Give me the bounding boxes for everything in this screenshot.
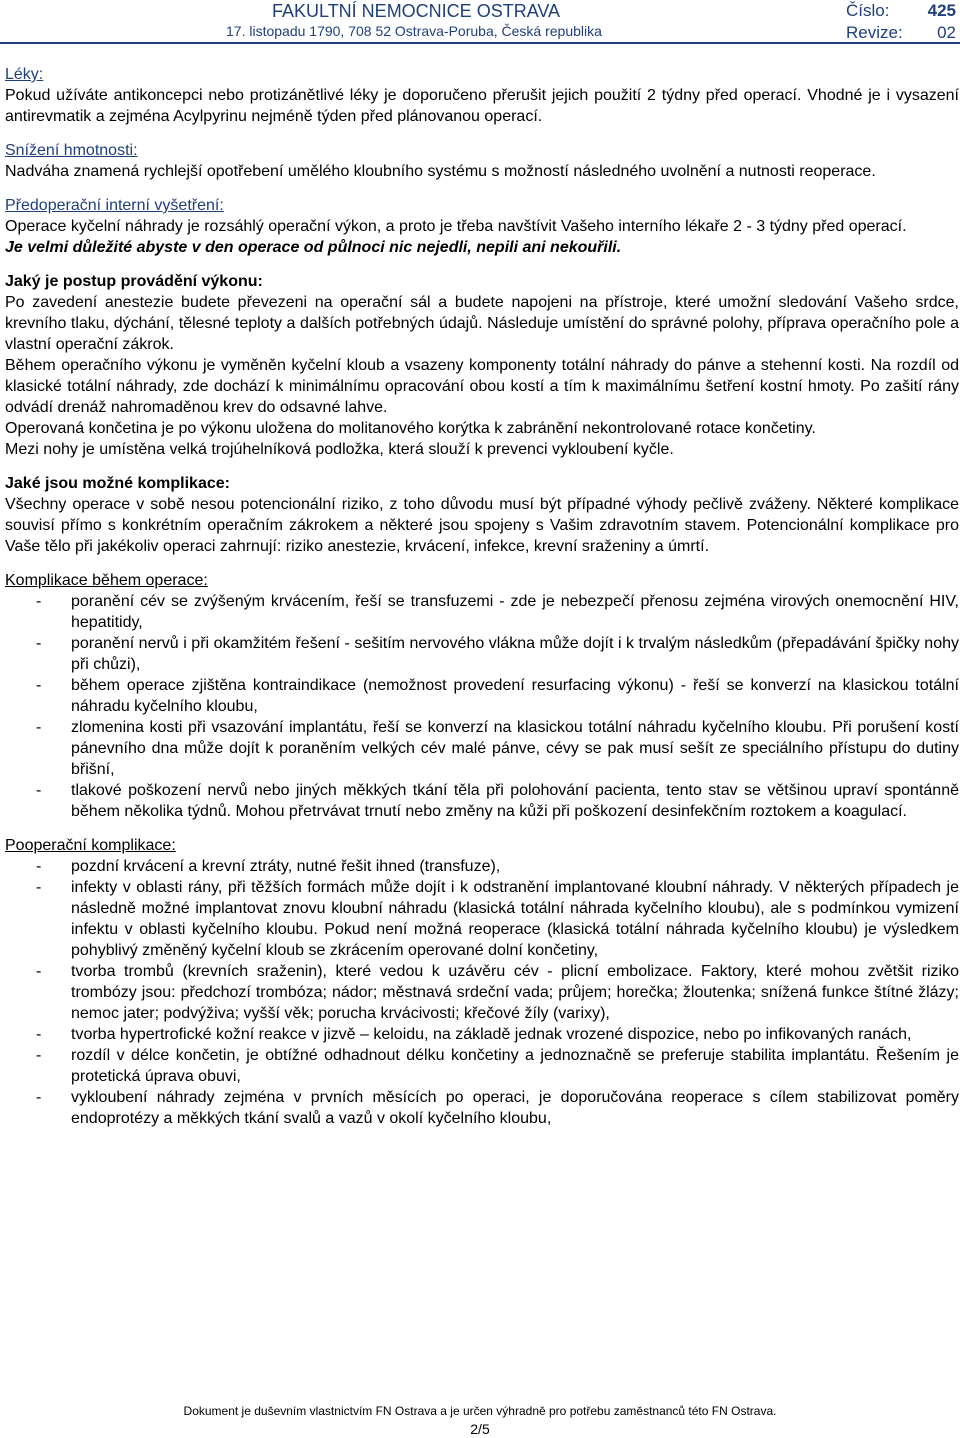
section-text-komplikace: Všechny operace v sobě nesou potencionální riziko, z toho důvodu musí být případné výhody pečlivě zváženy. Některé komplikace souvisí přímo s konkrétním operačním zákrokem a některé jsou spojeny s Vašim zdravotním stavem. Potencionální komplikace pro Vaše tělo při jakékoliv operaci zahrnují: riziko anestezie, krvácení, infekce, krevní sraženiny a úmrtí. [5,496,959,555]
section-text-postup-1: Po zavedení anestezie budete převezeni na operační sál a budete napojeni na přístroje, které umožní sledování Vašeho srdce, krevního tlaku, dýchání, tělesné teploty a dalších potřebných údajů. Následuje umístění do správné polohy, příprava operačního pole a vlastní operační zákrok. [5,294,959,353]
list-item [5,1087,959,1129]
list-item-text: pozdní krvácení a krevní ztráty, nutné řešit ihned (transfuze), [71,858,501,875]
list-dash: - [36,1026,42,1043]
list-dash: - [36,963,42,980]
list-item [5,1024,959,1045]
institution-name: FAKULTNÍ NEMOCNICE OSTRAVA [272,1,561,21]
list-dash: - [36,677,42,694]
section-text-leky: Pokud užíváte antikoncepci nebo protizánětlivé léky je doporučeno přerušit jejich použití 2 týdny před operací. Vhodné je i vysazení antirevmatik a zejména Acylpyrinu nejméně týden před plánovanou operací. [5,87,959,125]
list-item-text: zlomenina kosti při vsazování implantátu, řeší se konverzí na klasickou totální náhradu kyčelního kloubu. Při porušení kostí pánevního dna může dojít k poraněním velkých cév malé pánve, cévy se pak musí sešít ze speciálního přístupu do dutiny břišní, [71,719,959,778]
section-heading-hmotnost: Snížení hmotnosti: [5,142,138,159]
list-item-text: poranění cév se zvýšeným krvácením, řeší se transfuzemi - zde je nebezpečí přenosu zejména virových onemocnění HIV, hepatitidy, [71,593,959,631]
section-heading-komplikace: Jaké jsou možné komplikace: [5,475,230,492]
list-item-text: tlakové poškození nervů nebo jiných měkkých tkání těla při polohování pacienta, tento stav se většinou upraví spontánně během několika týdnů. Mohou přetrvávat trnutí nebo změny na kůži při poškození desinfekčním roztokem a koagulací. [71,782,959,820]
list-dash: - [36,593,42,610]
section-heading-vysetreni: Předoperační interní vyšetření: [5,197,224,214]
list-item [5,633,959,675]
section-text-postup-2: Během operačního výkonu je vyměněn kyčelní kloub a vsazeny komponenty totální náhrady do pánve a stehenní kosti. Na rozdíl od klasické totální náhrady, zde dochází k minimálnímu opracování obou kostí a tím k maximálnímu šetření kostní hmoty. Po zašití rány odvádí drenáž nahromaděnou krev do odsavné lahve. [5,357,959,416]
list-item [5,780,959,822]
section-text-postup-3: Operovaná končetina je po výkonu uložena do molitanového korýtka k zabránění nekontrolované rotace končetiny. [5,420,816,437]
section-heading-pooperacni: Pooperační komplikace: [5,837,176,854]
list-dash: - [36,782,42,799]
revision-value: 02 [937,23,956,42]
document-body [5,64,959,1129]
number-value: 425 [927,1,956,20]
list-item-text: tvorba trombů (krevních sraženin), které vedou k uzávěru cév - plicní embolizace. Faktory, které mohou zvětšit riziko trombózy jsou: předchozí trombóza; nádor; městnavá srdeční vada; průjem; horečka; žloutenka; snížená funkce štítné žlázy; nemoc jater; podvýživa; vyšší věk; porucha krvácivosti; křečové žíly (varixy), [71,963,959,1022]
document-header [0,0,960,44]
section-text-vysetreni: Operace kyčelní náhrady je rozsáhlý operační výkon, a proto je třeba navštívit Vašeho interního lékaře 2 - 3 týdny před operací. [5,218,907,235]
list-dash: - [36,858,42,875]
list-item [5,961,959,1024]
list-item [5,591,959,633]
list-pooperacni [5,856,959,1129]
section-heading-behem: Komplikace během operace: [5,572,208,589]
header-divider [0,42,960,44]
list-behem [5,591,959,822]
section-heading-postup: Jaký je postup provádění výkonu: [5,273,263,290]
section-text-postup-4: Mezi nohy je umístěna velká trojúhelníková podložka, která slouží k prevenci vykloubení kyčle. [5,441,674,458]
list-item-text: vykloubení náhrady zejména v prvních měsících po operaci, je doporučována reoperace s cílem stabilizovat poměry endoprotézy a měkkých tkání svalů a vazů v okolí kyčelního kloubu, [71,1089,959,1127]
list-dash: - [36,719,42,736]
list-item-text: infekty v oblasti rány, při těžších formách může dojít i k odstranění implantované kloubní náhrady. V některých případech je následně možné implantovat znovu kloubní náhradu (klasická totální náhrada kyčelního kloubu), ale s podmínkou vymizení infektu v oblasti kyčelního kloubu. Pokud není možná reoperace (klasická totální náhrada kyčelního kloubu) je výsledkem pohyblivý změněný kyčelní kloub se zkrácením operované dolní končetiny, [71,879,959,959]
list-item-text: rozdíl v délce končetin, je obtížné odhadnout délku končetiny a jednoznačně se preferuje stabilita implantátu. Řešením je protetická úprava obuvi, [71,1047,959,1085]
footer-ownership-note: Dokument je duševním vlastnictvím FN Ostrava a je určen výhradně pro potřebu zaměstnanců této FN Ostrava. [183,1404,777,1418]
institution-address: 17. listopadu 1790, 708 52 Ostrava-Poruba, Česká republika [226,23,602,39]
section-emphasis-vysetreni: Je velmi důležité abyste v den operace od půlnoci nic nejedli, nepili ani nekouřili. [5,239,622,256]
list-item [5,1045,959,1087]
list-dash: - [36,1089,42,1106]
revision-label: Revize: [846,23,903,42]
list-dash: - [36,635,42,652]
list-item-text: během operace zjištěna kontraindikace (nemožnost provedení resurfacing výkonu) - řeší se konverzí na klasickou totální náhradu kyčelního kloubu, [71,677,959,715]
document-meta [846,1,956,45]
list-item-text: tvorba hypertrofické kožní reakce v jizvě – keloidu, na základě jednak vrozené dispozice, nebo po infikovaných ranách, [71,1026,912,1043]
number-label: Číslo: [846,1,890,20]
section-heading-leky: Léky: [5,66,44,83]
list-item [5,877,959,961]
section-text-hmotnost: Nadváha znamená rychlejší opotřebení umělého kloubního systému s možností následného uvolnění a nutnosti reoperace. [5,163,876,180]
list-dash: - [36,879,42,896]
list-item [5,856,959,877]
list-item [5,717,959,780]
list-item-text: poranění nervů i při okamžitém řešení - sešitím nervového vlákna může dojít i k trvalým následkům (přepadávání špičky nohy při chůzi), [71,635,959,673]
page-number: 2/5 [470,1421,490,1437]
list-dash: - [36,1047,42,1064]
list-item [5,675,959,717]
